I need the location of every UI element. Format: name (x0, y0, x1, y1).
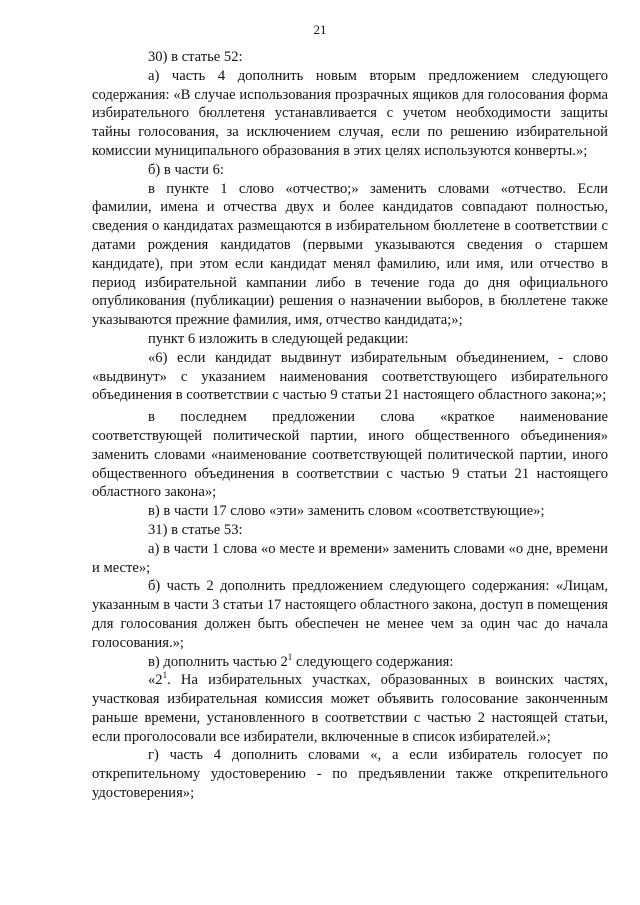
paragraph-article-52-heading: 30) в статье 52: (148, 49, 243, 65)
superscript-1-second: 1 (162, 670, 168, 681)
paragraph-part-2-1-text (92, 671, 608, 746)
paragraph-add-part-2-1-tail: следующего содержания: (295, 653, 454, 670)
paragraph-last-sentence-replacement: в последнем предложении слова «краткое наименование соответствующей политической партии, иного общественного объединения» заменить словами «наименование соответствующей политической партии, иного общественного объединения в соответствии с частью 9 статьи 21 настоящего областного закона»; (92, 409, 608, 501)
paragraph-add-part-2-1-lead: в) дополнить частью 2 (148, 653, 288, 670)
paragraph-part-2-1-body: . На избирательных участках, образованных в воинских частях, участковая избирательная комиссия может объявить голосование законченным раньше времени, установленного в соответствии с частью 2 настоящей статьи, если проголосовали все избиратели, включенные в список избирателей.»; (92, 672, 608, 745)
paragraph-add-part-2-1 (92, 653, 608, 672)
document-body (92, 48, 608, 803)
paragraph-article-52-part-4: а) часть 4 дополнить новым вторым предложением следующего содержания: «В случае использования прозрачных ящиков для голосования форма избирательного бюллетеня устанавливается с учетом необходимости защиты тайны голосования, за исключением случая, если по решению избирательной комиссии муниципального образования в этих целях используются конверты.»; (92, 67, 608, 159)
page-number: 21 (313, 22, 327, 37)
paragraph-article-53-part-1: а) в части 1 слова «о месте и времени» заменить словами «о дне, времени и месте»; (92, 540, 608, 576)
paragraph-point-6-heading: пункт 6 изложить в следующей редакции: (148, 330, 409, 347)
paragraph-point-1-replacement: в пункте 1 слово «отчество;» заменить словами «отчество. Если фамилии, имена и отчества двух и более кандидатов совпадают полностью, сведения о кандидатах размещаются в избирательном бюллетене в соответствии с датами рождения кандидатов (первыми указываются сведения о старшем кандидате), при этом если кандидат менял фамилию, или имя, или отчество в период избирательной кампании либо в течение года до дня официального опубликования (публикации) решения о назначении выборов, в бюллетене также указываются прежние фамилия, имя, отчество кандидата;»; (92, 180, 608, 329)
paragraph-article-53-part-4: г) часть 4 дополнить словами «, а если избиратель голосует по открепительному удостоверению - по предъявлении также открепительного удостоверения»; (92, 747, 608, 802)
paragraph-article-53-part-2: б) часть 2 дополнить предложением следующего содержания: «Лицам, указанным в части 3 статьи 17 настоящего областного закона, доступ в помещения для голосования должен быть обеспечен не менее чем за один час до начала голосования.»; (92, 578, 608, 651)
paragraph-article-52-part-6-heading: б) в части 6: (148, 161, 224, 178)
paragraph-point-6-text: «6) если кандидат выдвинут избирательным объединением, - слово «выдвинут» с указанием наименования соответствующего избирательного объединения в соответствии с частью 9 статьи 21 настоящего областного закона;»; (92, 349, 608, 404)
paragraph-part-2-1-lead: «2 (148, 672, 163, 689)
superscript-1: 1 (287, 651, 293, 662)
paragraph-part-17-replacement: в) в части 17 слово «эти» заменить словом «соответствующие»; (148, 503, 545, 520)
paragraph-article-53-heading: 31) в статье 53: (148, 521, 243, 538)
